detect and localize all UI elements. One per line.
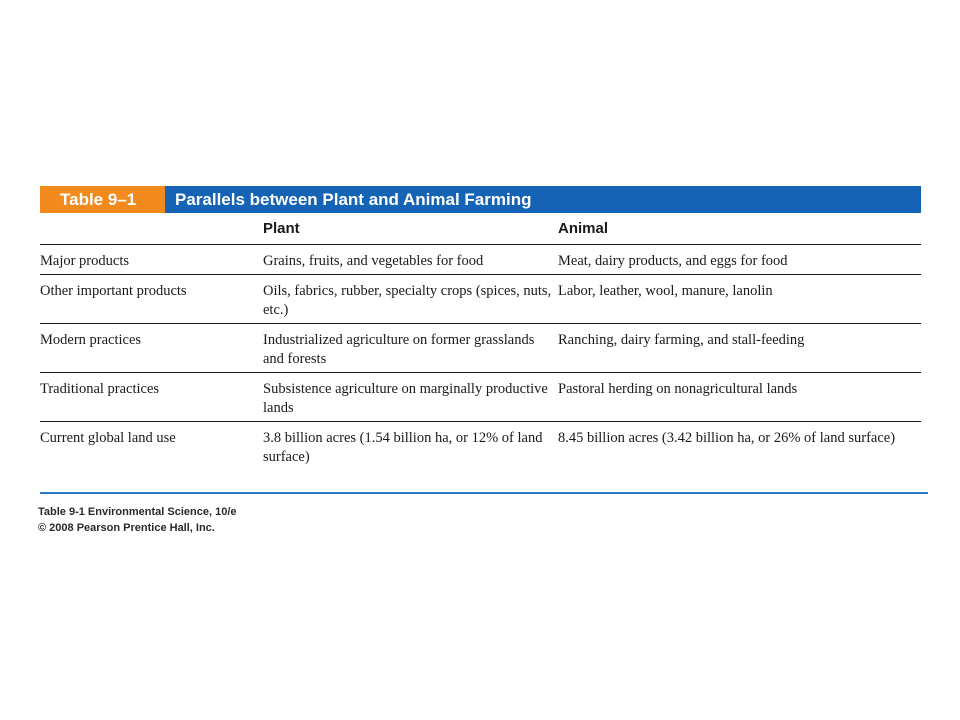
animal-cell: Pastoral herding on nonagricultural lands bbox=[558, 381, 798, 397]
table-header-row bbox=[40, 213, 921, 245]
plant-cell: 3.8 billion acres (1.54 billion ha, or 12% of land surface) bbox=[263, 430, 543, 465]
credit-line-copyright: © 2008 Pearson Prentice Hall, Inc. bbox=[38, 522, 215, 534]
table-number: Table 9–1 bbox=[40, 186, 165, 213]
plant-cell: Industrialized agriculture on former grasslands and forests bbox=[263, 332, 535, 367]
row-label: Modern practices bbox=[40, 332, 142, 348]
row-label: Other important products bbox=[40, 283, 187, 299]
plant-cell: Subsistence agriculture on marginally productive lands bbox=[263, 381, 548, 416]
table-header-bar bbox=[40, 186, 921, 213]
source-credit bbox=[38, 504, 237, 536]
table-row bbox=[40, 373, 921, 422]
bottom-rule bbox=[40, 492, 928, 494]
row-label: Traditional practices bbox=[40, 381, 160, 397]
animal-cell: 8.45 billion acres (3.42 billion ha, or 26% of land surface) bbox=[558, 430, 896, 446]
row-label: Major products bbox=[40, 253, 129, 269]
table-row bbox=[40, 275, 921, 324]
plant-cell: Grains, fruits, and vegetables for food bbox=[263, 253, 484, 269]
animal-cell: Ranching, dairy farming, and stall-feeding bbox=[558, 332, 805, 348]
header-cell-plant: Plant bbox=[263, 220, 300, 237]
table-row bbox=[40, 324, 921, 373]
animal-cell: Meat, dairy products, and eggs for food bbox=[558, 253, 788, 269]
credit-line-source: Table 9-1 Environmental Science, 10/e bbox=[38, 506, 237, 518]
row-label: Current global land use bbox=[40, 430, 176, 446]
comparison-table bbox=[40, 213, 921, 471]
table-title: Parallels between Plant and Animal Farming bbox=[165, 186, 921, 213]
plant-cell: Oils, fabrics, rubber, specialty crops (spices, nuts, etc.) bbox=[263, 283, 552, 318]
header-cell-animal: Animal bbox=[558, 220, 609, 237]
animal-cell: Labor, leather, wool, manure, lanolin bbox=[558, 283, 773, 299]
table-row bbox=[40, 422, 921, 471]
table-row bbox=[40, 245, 921, 275]
